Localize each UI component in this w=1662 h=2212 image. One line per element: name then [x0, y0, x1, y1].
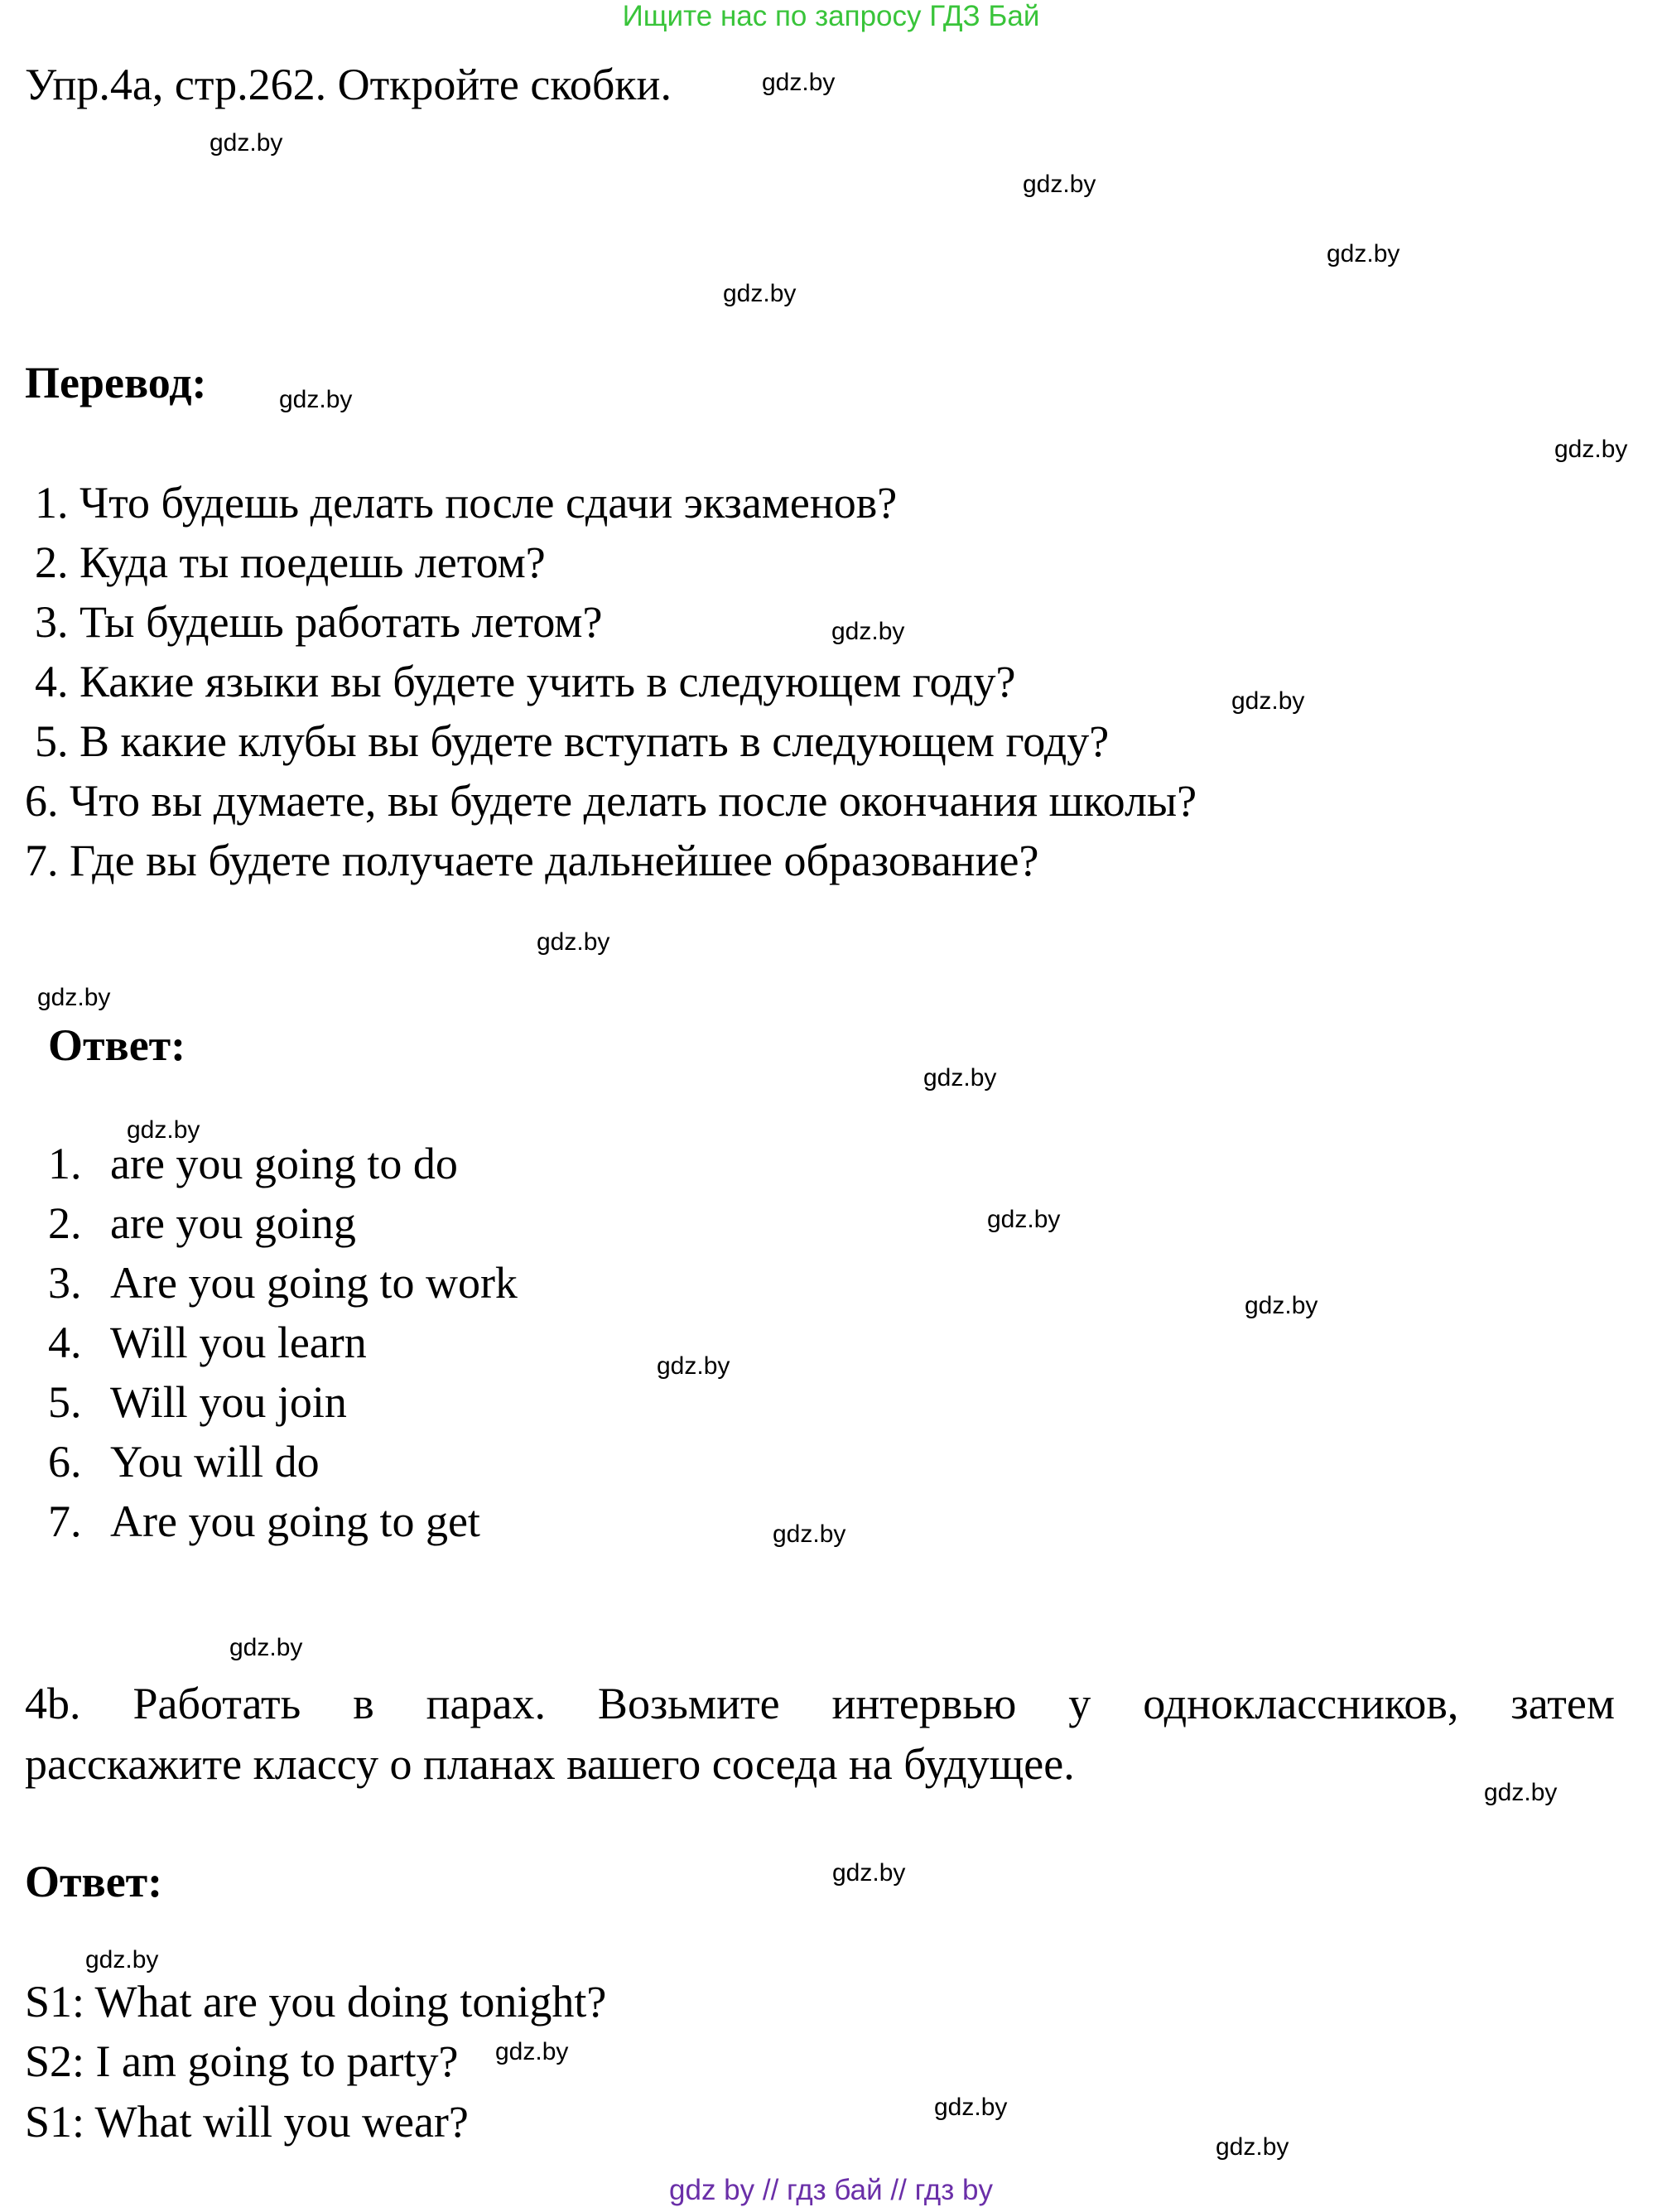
watermark: gdz.by [85, 1946, 159, 1973]
answer-number: 3. [48, 1258, 82, 1308]
task-4b-line-1: 4b. Работать в парах. Возьмите интервью у одноклассников, затем [25, 1679, 1615, 1728]
translation-line-7: 7. Где вы будете получаете дальнейшее образование? [25, 836, 1039, 885]
watermark: gdz.by [1245, 1292, 1318, 1319]
exercise-title: Упр.4а, стр.262. Откройте скобки. [25, 60, 672, 109]
watermark: gdz.by [934, 2094, 1008, 2121]
answer-item [48, 1377, 347, 1427]
answer-text: Will you learn [110, 1318, 367, 1367]
answer-number: 6. [48, 1437, 82, 1487]
watermark: gdz.by [279, 386, 353, 413]
answer-text: Will you join [110, 1377, 347, 1427]
answer-text: Are you going to get [110, 1496, 480, 1546]
answer-text: are you going to do [110, 1139, 458, 1188]
dialogue-line-1: S1: What are you doing tonight? [25, 1977, 607, 2026]
watermark: gdz.by [1484, 1779, 1558, 1806]
answer-heading-2: Ответ: [25, 1857, 163, 1906]
watermark: gdz.by [1231, 687, 1305, 715]
watermark: gdz.by [229, 1634, 303, 1661]
watermark: gdz.by [495, 2038, 569, 2065]
watermark: gdz.by [537, 928, 610, 956]
answer-number: 5. [48, 1377, 82, 1427]
watermark: gdz.by [987, 1206, 1061, 1233]
watermark: gdz.by [923, 1064, 997, 1092]
task-4b-line-2: расскажите классу о планах вашего соседа на будущее. [25, 1739, 1075, 1789]
answer-item [48, 1320, 367, 1365]
answer-item [48, 1141, 458, 1186]
top-banner[interactable]: Ищите нас по запросу ГДЗ Бай [622, 0, 1040, 32]
footer-links[interactable]: gdz by // гдз бай // гдз by [669, 2174, 993, 2206]
answer-number: 1. [48, 1139, 82, 1188]
translation-heading: Перевод: [25, 358, 207, 407]
watermark: gdz.by [773, 1520, 846, 1548]
answer-number: 4. [48, 1318, 82, 1367]
watermark: gdz.by [1327, 240, 1400, 267]
dialogue-line-3: S1: What will you wear? [25, 2097, 469, 2147]
translation-line-2: 2. Куда ты поедешь летом? [35, 537, 546, 587]
watermark: gdz.by [37, 984, 111, 1011]
dialogue-line-2: S2: I am going to party? [25, 2036, 459, 2086]
watermark: gdz.by [1023, 171, 1096, 198]
answer-text: Are you going to work [110, 1258, 518, 1308]
watermark: gdz.by [723, 280, 797, 307]
watermark: gdz.by [127, 1116, 200, 1144]
watermark: gdz.by [210, 129, 283, 157]
watermark: gdz.by [657, 1352, 730, 1380]
watermark: gdz.by [832, 1859, 906, 1887]
watermark: gdz.by [1216, 2133, 1289, 2161]
answer-item [48, 1258, 518, 1308]
answer-number: 7. [48, 1496, 82, 1546]
answer-item [48, 1198, 356, 1248]
answer-item [48, 1496, 480, 1546]
answer-item [48, 1437, 320, 1487]
watermark: gdz.by [831, 618, 905, 645]
translation-line-1: 1. Что будешь делать после сдачи экзаменов? [35, 478, 898, 528]
translation-line-4: 4. Какие языки вы будете учить в следующем году? [35, 657, 1016, 706]
answer-heading-1: Ответ: [48, 1020, 186, 1070]
watermark: gdz.by [762, 69, 836, 96]
translation-line-5: 5. В какие клубы вы будете вступать в следующем году? [35, 716, 1110, 766]
answer-number: 2. [48, 1198, 82, 1248]
watermark: gdz.by [1554, 436, 1628, 463]
translation-line-6: 6. Что вы думаете, вы будете делать после окончания школы? [25, 776, 1197, 826]
translation-line-3: 3. Ты будешь работать летом? [35, 597, 603, 647]
answer-text: You will do [110, 1437, 320, 1487]
answer-text: are you going [110, 1198, 356, 1248]
